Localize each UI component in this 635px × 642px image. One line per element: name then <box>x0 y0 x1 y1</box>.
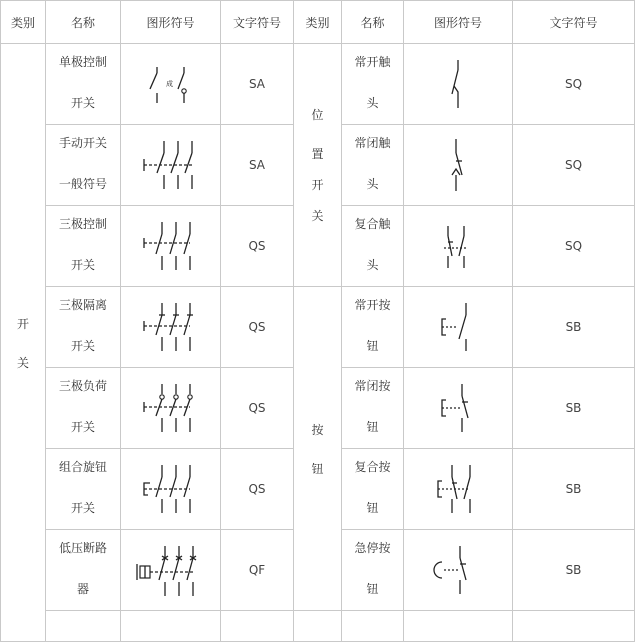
normally-open-button-icon <box>428 297 488 357</box>
name-cell: 低压断路 器 <box>46 530 121 611</box>
low-voltage-circuit-breaker-icon <box>133 540 209 600</box>
code-cell: QS <box>221 449 294 530</box>
three-pole-load-switch-icon <box>136 378 206 438</box>
symbol-cell <box>121 449 221 530</box>
category-button: 按 钮 <box>294 287 342 611</box>
code-cell: QS <box>221 206 294 287</box>
code-cell: QS <box>221 368 294 449</box>
code-cell: SB <box>513 530 635 611</box>
symbol-cell <box>404 287 513 368</box>
header-code-right: 文字符号 <box>513 1 635 44</box>
name-cell: 三极隔离 开关 <box>46 287 121 368</box>
symbol-cell <box>404 449 513 530</box>
category-position-switch: 位 置 开 关 <box>294 44 342 287</box>
code-cell: SA <box>221 125 294 206</box>
code-cell: SB <box>513 287 635 368</box>
symbol-cell <box>121 530 221 611</box>
table-row <box>1 287 635 368</box>
name-cell: 三极控制 开关 <box>46 206 121 287</box>
three-pole-control-switch-icon <box>136 216 206 276</box>
code-cell: QS <box>221 287 294 368</box>
single-pole-control-switch-icon <box>141 59 201 109</box>
name-cell: 单极控制 开关 <box>46 44 121 125</box>
code-cell: SB <box>513 449 635 530</box>
name-cell: 复合触 头 <box>342 206 404 287</box>
name-cell: 三极负荷 开关 <box>46 368 121 449</box>
header-row <box>1 1 635 44</box>
manual-switch-general-icon <box>136 135 206 195</box>
name-cell: 复合按 钮 <box>342 449 404 530</box>
rotary-combination-switch-icon <box>136 459 206 519</box>
header-category-right: 类别 <box>294 1 342 44</box>
code-cell: SQ <box>513 206 635 287</box>
table-row <box>1 44 635 125</box>
symbol-cell <box>404 530 513 611</box>
header-symbol-right: 图形符号 <box>404 1 513 44</box>
header-name-left: 名称 <box>46 1 121 44</box>
category-switch: 开 关 <box>1 44 46 642</box>
header-symbol-left: 图形符号 <box>121 1 221 44</box>
header-code-left: 文字符号 <box>221 1 294 44</box>
emergency-stop-button-icon <box>428 540 488 600</box>
table-row-partial <box>1 611 635 642</box>
header-name-right: 名称 <box>342 1 404 44</box>
normally-closed-contact-icon <box>428 135 488 195</box>
symbol-cell <box>121 44 221 125</box>
compound-button-icon <box>428 459 488 519</box>
name-cell: 组合旋钮 开关 <box>46 449 121 530</box>
code-cell: QF <box>221 530 294 611</box>
name-cell: 常闭按 钮 <box>342 368 404 449</box>
symbol-cell <box>404 125 513 206</box>
name-cell: 常开按 钮 <box>342 287 404 368</box>
compound-contact-icon <box>428 216 488 276</box>
header-category-left: 类别 <box>1 1 46 44</box>
symbol-cell <box>404 368 513 449</box>
code-cell: SQ <box>513 125 635 206</box>
code-cell: SQ <box>513 44 635 125</box>
code-cell: SB <box>513 368 635 449</box>
code-cell: SA <box>221 44 294 125</box>
svg-text:成: 成 <box>165 80 173 88</box>
name-cell: 常闭触 头 <box>342 125 404 206</box>
name-cell: 常开触 头 <box>342 44 404 125</box>
name-cell: 急停按 钮 <box>342 530 404 611</box>
symbol-cell <box>121 206 221 287</box>
symbol-cell <box>121 368 221 449</box>
three-pole-isolating-switch-icon <box>136 297 206 357</box>
symbol-cell <box>121 287 221 368</box>
name-cell: 手动开关 一般符号 <box>46 125 121 206</box>
symbol-cell <box>404 206 513 287</box>
symbol-cell <box>404 44 513 125</box>
normally-open-contact-icon <box>428 54 488 114</box>
normally-closed-button-icon <box>428 378 488 438</box>
symbol-cell <box>121 125 221 206</box>
